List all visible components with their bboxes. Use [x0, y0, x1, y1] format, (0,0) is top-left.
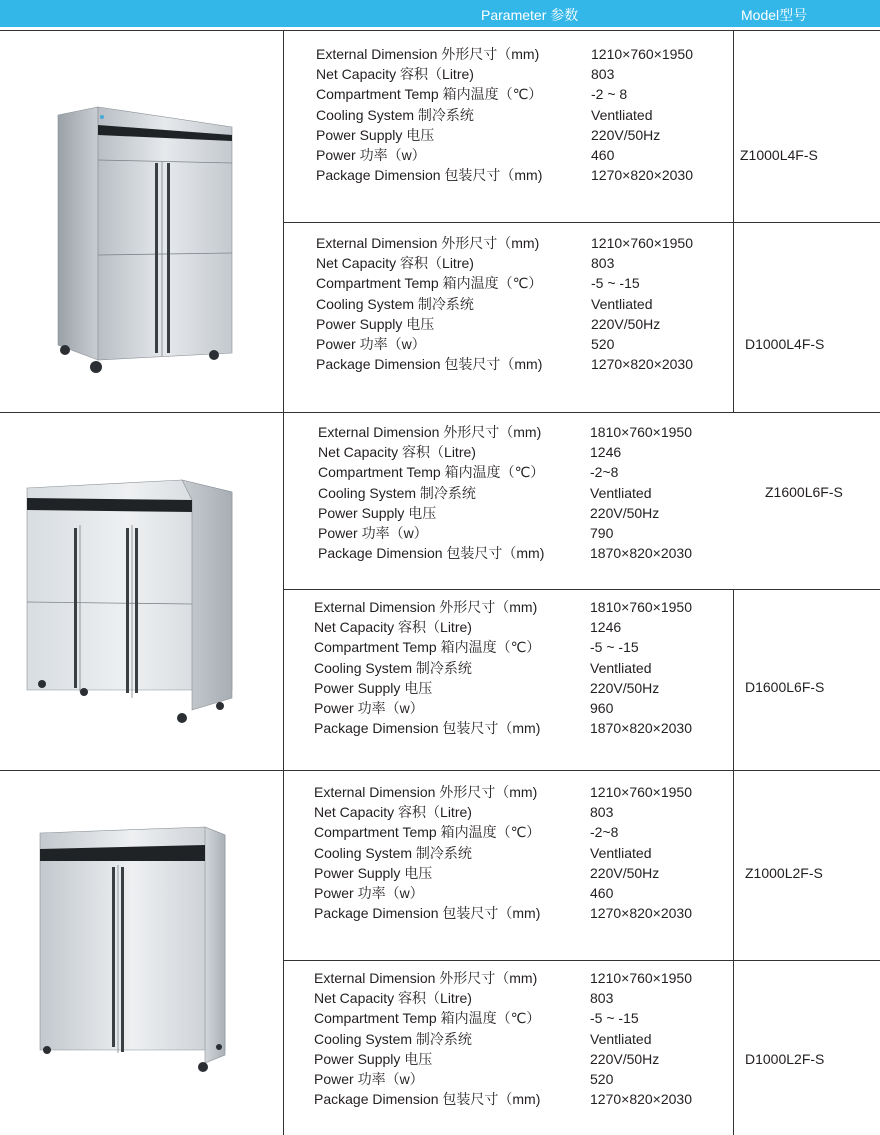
spec-row: [314, 617, 728, 637]
spec-row: [316, 44, 726, 64]
column-divider: [733, 770, 734, 960]
spec-label: Compartment Temp 箱内温度（℃）: [316, 275, 543, 292]
spec-label: Power Supply 电压: [314, 679, 433, 696]
spec-label: Power 功率（w）: [314, 884, 424, 901]
spec-label: External Dimension 外形尺寸（mm): [314, 784, 538, 800]
four-door-refrigerator-image: [50, 105, 240, 380]
spec-value: 220V/50Hz: [591, 315, 661, 332]
spec-label: Power 功率（w）: [316, 335, 426, 352]
spec-row: [316, 145, 726, 165]
spec-row: [318, 503, 728, 523]
spec-block: [316, 233, 726, 374]
spec-label: Compartment Temp 箱内温度（℃）: [314, 1010, 541, 1027]
spec-value: 220V/50Hz: [591, 126, 661, 143]
spec-value: 520: [590, 1070, 614, 1087]
spec-value: 960: [590, 699, 614, 716]
spec-label: External Dimension 外形尺寸（mm): [314, 970, 538, 986]
spec-value: 460: [590, 884, 614, 901]
spec-value: 803: [591, 255, 615, 272]
spec-label: Compartment Temp 箱内温度（℃）: [316, 86, 543, 103]
spec-label: External Dimension 外形尺寸（mm): [314, 599, 538, 615]
spec-value: -2~8: [590, 464, 619, 481]
spec-value: 1270×820×2030: [590, 1091, 692, 1108]
spec-label: Net Capacity 容积（Litre): [318, 444, 476, 461]
spec-label: Package Dimension 包装尺寸（mm): [314, 905, 541, 922]
spec-label: Power Supply 电压: [318, 504, 437, 521]
model-code: Z1600L6F-S: [765, 484, 843, 500]
spec-label: Cooling System 制冷系统: [314, 659, 472, 676]
spec-label: Cooling System 制冷系统: [314, 844, 472, 861]
spec-label: Power Supply 电压: [314, 1050, 433, 1067]
column-divider: [733, 222, 734, 412]
spec-value: 1246: [590, 444, 622, 461]
spec-label: Compartment Temp 箱内温度（℃）: [314, 639, 541, 656]
spec-row: [314, 658, 728, 678]
spec-row: [316, 294, 726, 314]
divider: [283, 960, 880, 961]
spec-row: [316, 125, 726, 145]
spec-value: 460: [591, 146, 615, 163]
divider: [0, 770, 880, 771]
spec-value: -2 ~ 8: [591, 86, 628, 103]
spec-value: 1270×820×2030: [591, 167, 693, 184]
spec-label: Package Dimension 包装尺寸（mm): [314, 720, 541, 737]
spec-value: 220V/50Hz: [590, 504, 660, 521]
spec-value: Ventliated: [590, 844, 652, 861]
spec-value: 1210×760×1950: [590, 970, 692, 986]
spec-row: [314, 637, 728, 657]
spec-value: 1870×820×2030: [590, 720, 692, 737]
spec-label: External Dimension 外形尺寸（mm): [316, 46, 540, 62]
spec-value: -2~8: [590, 824, 619, 841]
parameter-heading: Parameter 参数: [481, 7, 579, 23]
spec-row: [314, 843, 728, 863]
spec-label: Package Dimension 包装尺寸（mm): [314, 1091, 541, 1108]
spec-label: Power 功率（w）: [314, 699, 424, 716]
divider: [0, 30, 880, 31]
spec-value: 1810×760×1950: [590, 424, 692, 440]
spec-value: 220V/50Hz: [590, 679, 660, 696]
spec-row: [314, 802, 728, 822]
spec-label: Net Capacity 容积（Litre): [314, 804, 472, 821]
spec-row: [318, 462, 728, 482]
spec-label: Net Capacity 容积（Litre): [314, 619, 472, 636]
spec-row: [314, 1069, 728, 1089]
column-divider: [733, 30, 734, 222]
spec-value: Ventliated: [591, 295, 653, 312]
spec-value: Ventliated: [590, 1030, 652, 1047]
spec-label: Cooling System 制冷系统: [314, 1030, 472, 1047]
spec-value: 1270×820×2030: [591, 356, 693, 373]
spec-label: External Dimension 外形尺寸（mm): [316, 235, 540, 251]
spec-row: [316, 253, 726, 273]
two-door-refrigerator-image: [35, 825, 235, 1075]
spec-value: 1870×820×2030: [590, 545, 692, 562]
table-header: [0, 0, 880, 27]
spec-row: [318, 422, 728, 442]
spec-block: [314, 597, 728, 738]
spec-block: [314, 782, 728, 923]
spec-label: Net Capacity 容积（Litre): [316, 66, 474, 83]
spec-row: [316, 165, 726, 185]
spec-value: 803: [590, 990, 614, 1007]
spec-block: [318, 422, 728, 563]
spec-value: 790: [590, 524, 614, 541]
divider: [283, 589, 880, 590]
spec-row: [318, 523, 728, 543]
spec-row: [314, 597, 728, 617]
spec-value: 803: [591, 66, 615, 83]
spec-label: Cooling System 制冷系统: [316, 295, 474, 312]
spec-row: [314, 863, 728, 883]
spec-row: [314, 883, 728, 903]
column-divider: [733, 589, 734, 770]
spec-row: [314, 1008, 728, 1028]
model-code: D1000L2F-S: [745, 1051, 825, 1067]
column-divider: [283, 30, 284, 1135]
spec-value: 803: [590, 804, 614, 821]
spec-value: 520: [591, 335, 615, 352]
model-code: D1600L6F-S: [745, 679, 825, 695]
spec-row: [318, 543, 728, 563]
spec-label: Net Capacity 容积（Litre): [314, 990, 472, 1007]
spec-row: [318, 483, 728, 503]
spec-label: Power 功率（w）: [316, 146, 426, 163]
spec-value: 1210×760×1950: [590, 784, 692, 800]
spec-row: [314, 782, 728, 802]
spec-block: [314, 968, 728, 1109]
spec-row: [314, 1049, 728, 1069]
spec-row: [316, 64, 726, 84]
spec-label: Power 功率（w）: [314, 1070, 424, 1087]
spec-label: Compartment Temp 箱内温度（℃）: [314, 824, 541, 841]
spec-row: [318, 442, 728, 462]
spec-row: [314, 698, 728, 718]
spec-label: External Dimension 外形尺寸（mm): [318, 424, 542, 440]
spec-value: Ventliated: [590, 659, 652, 676]
spec-block: [316, 44, 726, 185]
spec-value: 1246: [590, 619, 622, 636]
spec-label: Cooling System 制冷系统: [316, 106, 474, 123]
spec-value: -5 ~ -15: [590, 1010, 639, 1027]
spec-row: [314, 718, 728, 738]
model-code: D1000L4F-S: [745, 336, 825, 352]
divider: [283, 222, 880, 223]
spec-value: 1270×820×2030: [590, 905, 692, 922]
spec-value: 1210×760×1950: [591, 46, 693, 62]
spec-value: 1810×760×1950: [590, 599, 692, 615]
spec-value: 220V/50Hz: [590, 864, 660, 881]
spec-label: Power Supply 电压: [316, 315, 435, 332]
spec-row: [316, 105, 726, 125]
spec-label: Cooling System 制冷系统: [318, 484, 476, 501]
spec-row: [314, 678, 728, 698]
spec-label: Compartment Temp 箱内温度（℃）: [318, 464, 545, 481]
spec-row: [316, 314, 726, 334]
spec-row: [314, 968, 728, 988]
spec-row: [316, 273, 726, 293]
spec-value: 220V/50Hz: [590, 1050, 660, 1067]
model-code: Z1000L2F-S: [745, 865, 823, 881]
spec-label: Package Dimension 包装尺寸（mm): [316, 167, 543, 184]
divider: [0, 412, 880, 413]
spec-label: Package Dimension 包装尺寸（mm): [318, 545, 545, 562]
spec-value: 1210×760×1950: [591, 235, 693, 251]
spec-label: Power Supply 电压: [314, 864, 433, 881]
spec-label: Net Capacity 容积（Litre): [316, 255, 474, 272]
six-door-refrigerator-image: [22, 470, 237, 730]
spec-label: Power 功率（w）: [318, 524, 428, 541]
spec-row: [316, 233, 726, 253]
spec-value: -5 ~ -15: [591, 275, 640, 292]
spec-row: [316, 334, 726, 354]
spec-row: [316, 354, 726, 374]
spec-row: [316, 84, 726, 104]
model-heading: Model型号: [741, 7, 808, 23]
spec-row: [314, 903, 728, 923]
spec-value: Ventliated: [591, 106, 653, 123]
column-divider: [733, 960, 734, 1135]
spec-label: Package Dimension 包装尺寸（mm): [316, 356, 543, 373]
spec-value: Ventliated: [590, 484, 652, 501]
spec-value: -5 ~ -15: [590, 639, 639, 656]
spec-row: [314, 822, 728, 842]
model-code: Z1000L4F-S: [740, 147, 818, 163]
spec-row: [314, 1089, 728, 1109]
spec-label: Power Supply 电压: [316, 126, 435, 143]
spec-row: [314, 988, 728, 1008]
spec-row: [314, 1029, 728, 1049]
